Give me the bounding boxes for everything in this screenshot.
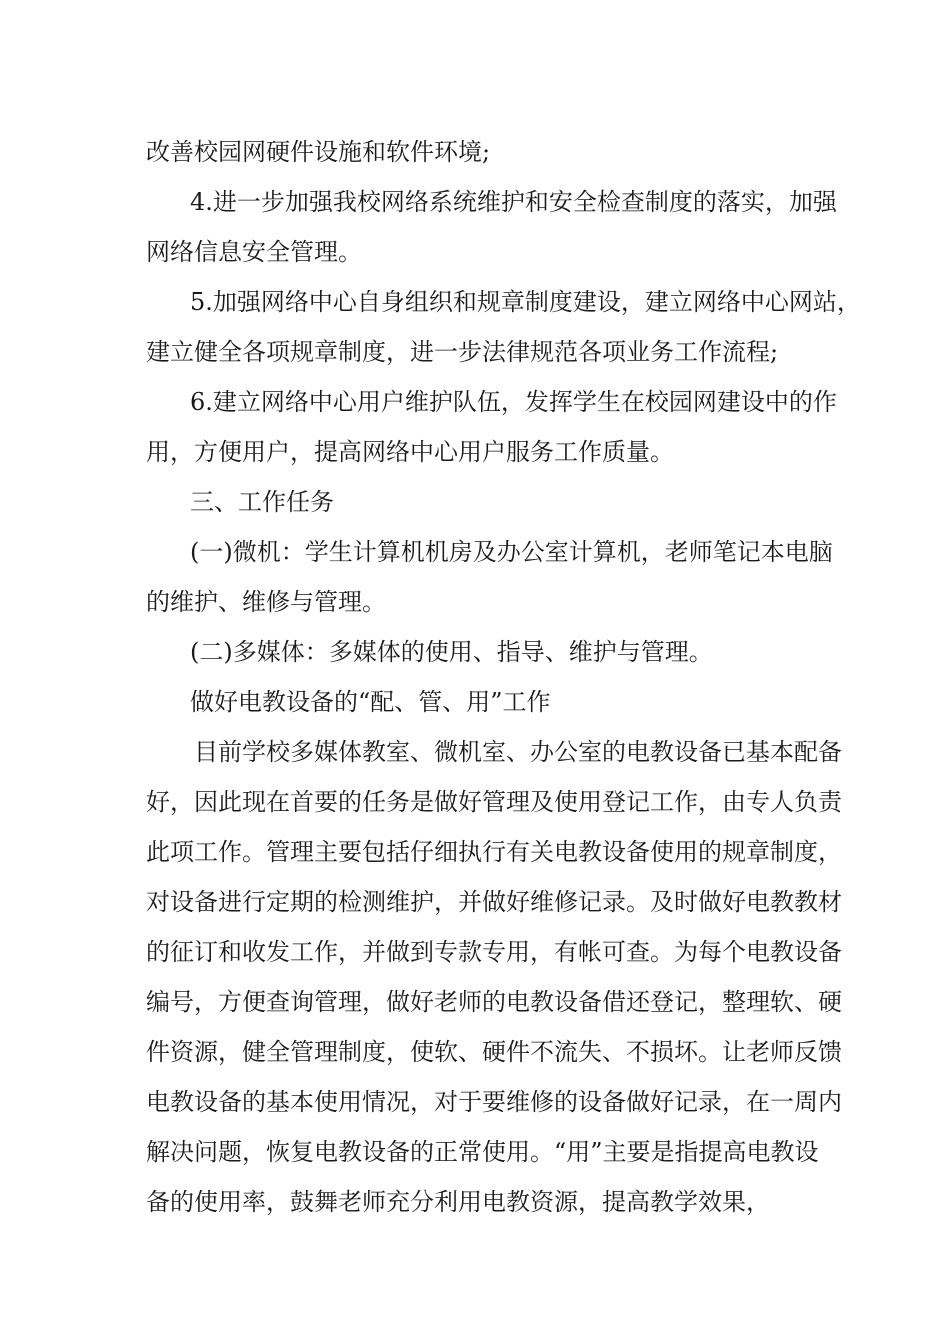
text-line: 改善校园网硬件设施和软件环境;: [146, 138, 491, 166]
text-line: 4.进一步加强我校网络系统维护和安全检查制度的落实，加强: [190, 188, 837, 216]
text-line: 的征订和收发工作，并做到专款专用，有帐可查。为每个电教设备: [146, 938, 842, 966]
text-line: 目前学校多媒体教室、微机室、办公室的电教设备已基本配备: [194, 738, 842, 766]
text-line: 5.加强网络中心自身组织和规章制度建设，建立网络中心网站，: [190, 288, 861, 316]
section-heading: 三、工作任务: [190, 488, 334, 516]
text-line: 对设备进行定期的检测维护，并做好维修记录。及时做好电教教材: [146, 888, 842, 916]
text-line: 网络信息安全管理。: [146, 238, 362, 266]
text-line: 备的使用率，鼓舞老师充分利用电教资源，提高教学效果，: [146, 1188, 770, 1216]
text-line: 编号，方便查询管理，做好老师的电教设备借还登记，整理软、硬: [146, 988, 842, 1016]
text-line: 件资源，健全管理制度，使软、硬件不流失、不损坏。让老师反馈: [146, 1038, 842, 1066]
text-line: 6.建立网络中心用户维护队伍，发挥学生在校园网建设中的作: [190, 388, 837, 416]
text-line: 解决问题，恢复电教设备的正常使用。“用”主要是指提高电教设: [146, 1138, 819, 1166]
text-line: 建立健全各项规章制度，进一步法律规范各项业务工作流程;: [146, 338, 779, 366]
subheading: 做好电教设备的“配、管、用”工作: [190, 688, 551, 716]
text-line: (一)微机：学生计算机机房及办公室计算机，老师笔记本电脑: [190, 538, 833, 566]
text-line: 好，因此现在首要的任务是做好管理及使用登记工作，由专人负责: [146, 788, 842, 816]
text-line: 电教设备的基本使用情况，对于要维修的设备做好记录，在一周内: [146, 1088, 842, 1116]
text-line: (二)多媒体：多媒体的使用、指导、维护与管理。: [190, 638, 713, 666]
text-line: 用，方便用户，提高网络中心用户服务工作质量。: [146, 438, 674, 466]
text-line: 的维护、维修与管理。: [146, 588, 386, 616]
text-line: 此项工作。管理主要包括仔细执行有关电教设备使用的规章制度，: [146, 838, 842, 866]
